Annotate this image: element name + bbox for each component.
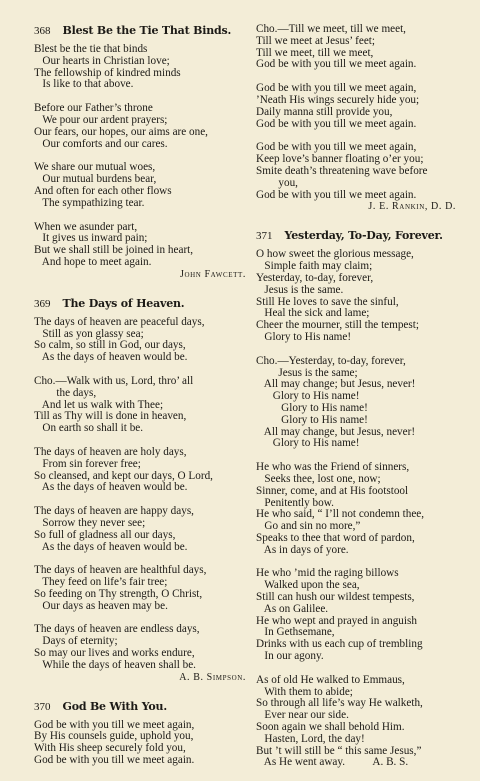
- verse-line: All may change; but Jesus, never!: [256, 378, 416, 391]
- verse-line: They feed on life’s fair tree;: [34, 576, 168, 589]
- verse-line: Before our Father’s throne: [34, 102, 153, 115]
- verse-line: Smite death’s threatening wave before: [256, 164, 428, 177]
- verse-line: So may our lives and works endure,: [34, 647, 195, 660]
- verse-line: Cho.—Yesterday, to-day, forever,: [256, 354, 406, 367]
- verse-line: God be with you till we meet again.: [256, 188, 417, 201]
- verse-line: Days of eternity;: [34, 635, 118, 648]
- verse-line: God be with you till we meet again.: [256, 117, 417, 130]
- verse-line: Glory to His name!: [256, 330, 352, 343]
- verse-line: Heal the sick and lame;: [256, 307, 370, 320]
- verse-line: The days of heaven are peaceful days,: [34, 315, 205, 328]
- hymn-heading: [34, 297, 246, 311]
- verse-line: Yesterday, to-day, forever,: [256, 271, 374, 284]
- stanza: [34, 624, 246, 671]
- hymn-369: [34, 297, 246, 684]
- verse-line: Our comforts and our cares.: [34, 137, 168, 150]
- verse-line: As the days of heaven would be.: [34, 481, 188, 494]
- hymn-heading: [34, 700, 246, 714]
- verse-line: So through all life’s way He walketh,: [256, 697, 423, 710]
- verse-line: Is like to that above.: [34, 78, 134, 91]
- verse-line: So feeding on Thy strength, O Christ,: [34, 587, 203, 600]
- verse-line: He who was the Friend of sinners,: [256, 461, 410, 474]
- verse-line: Walked upon the sea,: [256, 579, 360, 592]
- stanza: [256, 249, 456, 343]
- verse-line: From sin forever free;: [34, 457, 141, 470]
- verse-line: While the days of heaven shall be.: [34, 658, 196, 671]
- verse-line: But we shall still be joined in heart,: [34, 244, 194, 257]
- verse-line: Glory to His name!: [256, 401, 368, 414]
- stanza: [34, 720, 246, 767]
- verse-line: God be with you till we meet again.: [34, 754, 195, 767]
- stanza: [256, 142, 456, 201]
- hymn-370-continued: [256, 24, 456, 213]
- verse-line: O how sweet the glorious message,: [256, 248, 414, 261]
- verse-line: Hasten, Lord, the day!: [256, 732, 365, 745]
- verse-line: As the days of heaven would be.: [34, 540, 188, 553]
- verse-line: We share our mutual woes,: [34, 161, 156, 174]
- verse-line: ’Neath His wings securely hide you;: [256, 93, 420, 106]
- hymn-heading: [34, 24, 246, 38]
- hymn-heading: [256, 229, 456, 243]
- verse-line: So full of gladness all our days,: [34, 528, 176, 541]
- verse-line: As the days of heaven would be.: [34, 351, 188, 364]
- verse-line: Jesus is the same;: [256, 366, 358, 379]
- verse-line: As in days of yore.: [256, 543, 349, 556]
- verse-line: So calm, so still in God, our days,: [34, 339, 186, 352]
- verse-line: you,: [256, 176, 298, 189]
- verse-line: Sorrow they never see;: [34, 516, 146, 529]
- verse-line: God be with you till we meet again,: [256, 82, 417, 95]
- verse-line: Jesus is the same.: [256, 283, 344, 296]
- verse-line: Penitently bow.: [256, 496, 334, 509]
- verse-line: As He went away. A. B. S.: [256, 756, 409, 769]
- verse-line: Till we meet, till we meet,: [256, 46, 374, 59]
- verse-line: Ever near our side.: [256, 709, 349, 722]
- hymn-title: The Days of Heaven.: [62, 296, 185, 310]
- verse-line: In our agony.: [256, 650, 324, 663]
- right-column: [256, 24, 456, 781]
- verse-line: He who ’mid the raging billows: [256, 567, 399, 580]
- verse-line: Till as Thy will is done in heaven,: [34, 410, 187, 423]
- verse-line: Cheer the mourner, still the tempest;: [256, 319, 419, 332]
- chorus: [256, 24, 456, 71]
- verse-line: Keep love’s banner floating o’er you;: [256, 153, 424, 166]
- stanza: [34, 44, 246, 91]
- verse-line: It gives us inward pain;: [34, 232, 148, 245]
- verse-line: All may change, but Jesus, never!: [256, 425, 416, 438]
- stanza: [256, 568, 456, 662]
- hymn-title: Blest Be the Tie That Binds.: [62, 24, 232, 37]
- stanza: [256, 83, 456, 130]
- verse-line: With His sheep securely fold you,: [34, 742, 186, 755]
- hymn-title: God Be With You.: [62, 699, 167, 713]
- verse-line: Simple faith may claim;: [256, 260, 373, 273]
- verse-line: The days of heaven are healthful days,: [34, 564, 207, 577]
- stanza: [34, 565, 246, 612]
- left-column: [34, 24, 246, 779]
- verse-line: We pour our ardent prayers;: [34, 113, 168, 126]
- verse-line: When we asunder part,: [34, 220, 138, 233]
- verse-line: Go and sin no more,”: [256, 520, 361, 533]
- stanza: [34, 162, 246, 209]
- hymn-author: John Fawcett.: [179, 268, 246, 280]
- verse-line: Glory to His name!: [256, 413, 368, 426]
- verse-line: By His counsels guide, uphold you,: [34, 730, 194, 743]
- verse-line: Glory to His name!: [256, 390, 360, 403]
- verse-line: He who said, “ I’ll not condemn thee,: [256, 508, 425, 521]
- verse-line: So cleansed, and kept our days, O Lord,: [34, 469, 213, 482]
- stanza: [34, 103, 246, 150]
- verse-line: The days of heaven are endless days,: [34, 623, 200, 636]
- verse-line: Still as yon glassy sea;: [34, 327, 144, 340]
- verse-line: In Gethsemane,: [256, 626, 335, 639]
- verse-line: Still He loves to save the sinful,: [256, 295, 399, 308]
- verse-line: As on Galilee.: [256, 602, 329, 615]
- stanza: [256, 675, 456, 769]
- verse-line: But ’t will still be “ this same Jesus,”: [256, 744, 422, 757]
- stanza: [34, 222, 246, 269]
- hymn-370: [34, 700, 246, 767]
- hymn-author: J. E. Rankin, D. D.: [368, 201, 456, 213]
- hymn-number: 368: [34, 25, 51, 37]
- verse-line: The fellowship of kindred minds: [34, 66, 181, 79]
- verse-line: Drinks with us each cup of trembling: [256, 638, 423, 651]
- verse-line: And often for each other flows: [34, 184, 172, 197]
- verse-line: Speaks to thee that word of pardon,: [256, 531, 415, 544]
- hymn-number: 371: [256, 230, 273, 243]
- verse-line: God be with you till we meet again,: [34, 718, 195, 731]
- verse-line: Glory to His name!: [256, 437, 360, 450]
- verse-line: On earth so shall it be.: [34, 422, 144, 435]
- verse-line: Our mutual burdens bear,: [34, 173, 157, 186]
- stanza: [34, 317, 246, 364]
- verse-line: Our fears, our hopes, our aims are one,: [34, 125, 208, 138]
- verse-line: Sinner, come, and at His footstool: [256, 484, 409, 497]
- hymn-number: 370: [34, 700, 51, 713]
- verse-line: Seeks thee, lost one, now;: [256, 472, 381, 485]
- verse-line: the days,: [34, 386, 97, 399]
- verse-line: Till we meet at Jesus’ feet;: [256, 34, 375, 47]
- verse-line: Soon again we shall behold Him.: [256, 721, 405, 734]
- verse-line: The days of heaven are happy days,: [34, 505, 194, 518]
- verse-line: God be with you till we meet again,: [256, 141, 417, 154]
- hymn-title: Yesterday, To-Day, Forever.: [284, 229, 443, 243]
- verse-line: God be with you till we meet again.: [256, 58, 417, 71]
- chorus: [34, 376, 246, 435]
- hymn-368: [34, 24, 246, 281]
- verse-line: Our hearts in Christian love;: [34, 54, 170, 67]
- verse-line: The days of heaven are holy days,: [34, 445, 187, 458]
- verse-line: Blest be the tie that binds: [34, 43, 148, 55]
- hymn-371: [256, 229, 456, 769]
- chorus: [256, 356, 456, 450]
- verse-line: Cho.—Walk with us, Lord, thro’ all: [34, 374, 194, 387]
- verse-line: The sympathizing tear.: [34, 196, 145, 209]
- verse-line: Daily manna still provide you,: [256, 105, 393, 118]
- verse-line: Cho.—Till we meet, till we meet,: [256, 23, 406, 35]
- verse-line: Still can hush our wildest tempests,: [256, 591, 415, 604]
- verse-line: As of old He walked to Emmaus,: [256, 673, 405, 686]
- stanza: [256, 462, 456, 556]
- stanza: [34, 506, 246, 553]
- verse-line: He who wept and prayed in anguish: [256, 614, 417, 627]
- verse-line: Our days as heaven may be.: [34, 599, 168, 612]
- hymn-number: 369: [34, 297, 51, 310]
- stanza: [34, 447, 246, 494]
- hymn-author: A. B. Simpson.: [179, 671, 246, 683]
- verse-line: With them to abide;: [256, 685, 353, 698]
- verse-line: And let us walk with Thee;: [34, 398, 164, 411]
- verse-line: And hope to meet again.: [34, 255, 152, 268]
